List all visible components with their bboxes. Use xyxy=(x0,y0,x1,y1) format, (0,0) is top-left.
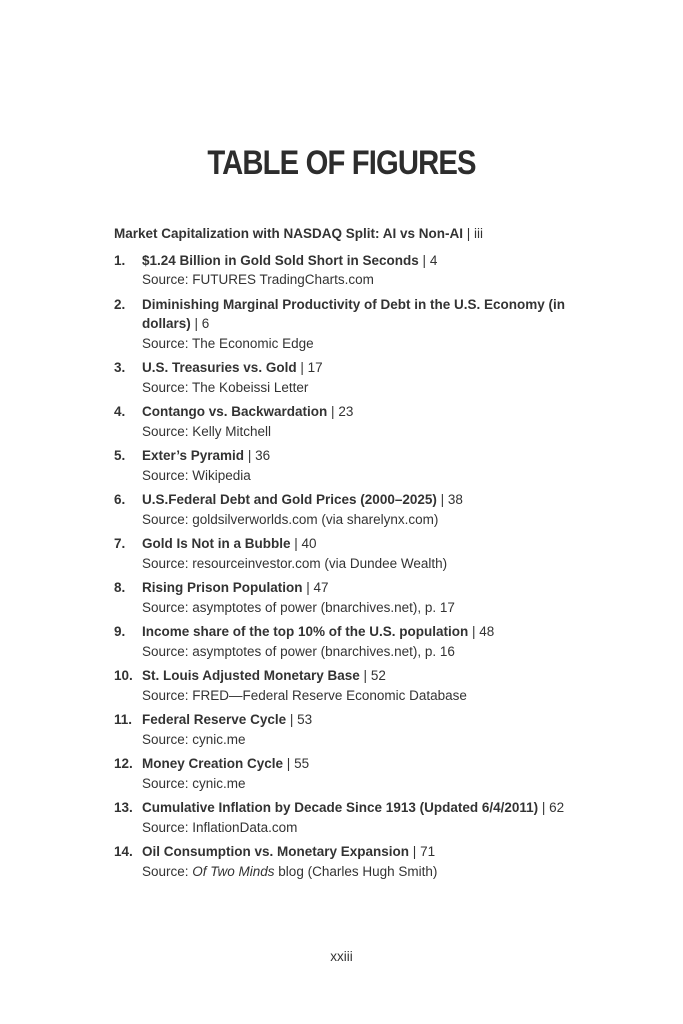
separator: | xyxy=(538,800,550,815)
figure-source xyxy=(142,334,584,354)
figure-entry xyxy=(114,358,584,397)
figure-entry xyxy=(114,710,584,749)
figure-title: St. Louis Adjusted Monetary Base xyxy=(142,668,360,683)
figure-source xyxy=(142,598,584,618)
page-title: TABLE OF FIGURES xyxy=(207,144,476,182)
preface-title: Market Capitalization with NASDAQ Split: AI vs Non-AI xyxy=(114,226,464,241)
figure-body xyxy=(142,490,584,529)
figure-body xyxy=(142,578,584,617)
separator: | xyxy=(296,360,308,375)
figure-number: 14. xyxy=(114,844,133,859)
figure-body xyxy=(142,358,584,397)
figure-title: $1.24 Billion in Gold Sold Short in Seconds xyxy=(142,252,419,268)
figure-body xyxy=(142,622,584,661)
source-prefix: Source: xyxy=(142,555,193,571)
figure-number: 8. xyxy=(114,580,126,595)
source-prefix: Source: xyxy=(142,423,193,439)
figure-entry xyxy=(114,295,584,354)
figure-source xyxy=(142,686,584,706)
figure-body xyxy=(142,446,584,485)
source-text: Wikipedia xyxy=(192,467,251,483)
source-prefix: Source: xyxy=(142,335,193,351)
figure-title: U.S.Federal Debt and Gold Prices (2000–2025) xyxy=(142,492,437,507)
figure-title: Oil Consumption vs. Monetary Expansion xyxy=(142,844,410,859)
figure-page: 55 xyxy=(294,756,310,771)
figure-number: 12. xyxy=(114,756,133,771)
figure-source xyxy=(142,774,584,794)
figure-source xyxy=(142,510,584,530)
source-text: The Kobeissi Letter xyxy=(192,379,309,395)
figure-source xyxy=(142,862,584,882)
separator: | xyxy=(463,226,475,241)
figure-title: Federal Reserve Cycle xyxy=(142,712,287,727)
source-text: The Economic Edge xyxy=(192,335,314,351)
figure-page: 36 xyxy=(255,448,271,463)
figure-entry xyxy=(114,402,584,441)
separator: | xyxy=(409,844,421,859)
separator: | xyxy=(327,404,339,419)
figure-entry xyxy=(114,666,584,705)
figure-source xyxy=(142,422,584,442)
figure-number: 9. xyxy=(114,624,126,639)
figure-title: U.S. Treasuries vs. Gold xyxy=(142,360,297,375)
figure-number: 3. xyxy=(114,360,126,375)
figure-title: Rising Prison Population xyxy=(142,580,303,595)
figure-title: Gold Is Not in a Bubble xyxy=(142,536,291,551)
source-prefix: Source: xyxy=(142,687,193,703)
figure-page: 53 xyxy=(297,712,313,727)
figure-entry xyxy=(114,446,584,485)
figure-source xyxy=(142,818,584,838)
source-text: FUTURES TradingCharts.com xyxy=(192,272,374,287)
figure-page: 4 xyxy=(429,252,438,268)
table-of-figures xyxy=(114,224,584,886)
figure-body xyxy=(142,251,584,290)
source-text: goldsilverworlds.com (via sharelynx.com) xyxy=(192,511,439,527)
figure-page: 47 xyxy=(313,580,329,595)
figure-page: 38 xyxy=(447,492,463,507)
separator: | xyxy=(359,668,371,683)
figure-title: Money Creation Cycle xyxy=(142,756,284,771)
figure-page: 52 xyxy=(370,668,386,683)
figure-number: 4. xyxy=(114,404,126,419)
source-prefix: Source: xyxy=(142,599,193,615)
figure-body xyxy=(142,295,584,354)
figure-title: Cumulative Inflation by Decade Since 1913 (Updated 6/4/2011) xyxy=(142,800,539,815)
figure-body xyxy=(142,798,584,837)
separator: | xyxy=(302,580,314,595)
figure-title: Contango vs. Backwardation xyxy=(142,404,328,419)
figure-page: 48 xyxy=(479,624,495,639)
source-text: InflationData.com xyxy=(192,819,298,835)
figure-page: 62 xyxy=(549,800,565,815)
preface-entry xyxy=(114,224,584,244)
source-text: Kelly Mitchell xyxy=(192,423,272,439)
figure-page: 17 xyxy=(307,360,323,375)
figure-source xyxy=(142,730,584,750)
figure-title: Exter’s Pyramid xyxy=(142,448,245,463)
source-italic-text: Of Two Minds xyxy=(192,863,275,879)
figure-number: 1. xyxy=(114,252,126,268)
figure-number: 11. xyxy=(114,712,133,727)
figure-entry xyxy=(114,578,584,617)
figure-title: Diminishing Marginal Productivity of Debt in the U.S. Economy (in dollars) xyxy=(142,296,566,331)
separator: | xyxy=(468,624,480,639)
source-prefix: Source: xyxy=(142,511,193,527)
separator: | xyxy=(290,536,302,551)
figure-entry xyxy=(114,754,584,793)
source-prefix: Source: xyxy=(142,272,193,287)
figure-body xyxy=(142,666,584,705)
figure-body xyxy=(142,402,584,441)
separator: | xyxy=(286,712,298,727)
figure-page: 71 xyxy=(420,844,436,859)
figure-number: 6. xyxy=(114,492,126,507)
figure-title: Income share of the top 10% of the U.S. population xyxy=(142,624,469,639)
separator: | xyxy=(244,448,256,463)
figure-body xyxy=(142,710,584,749)
source-text: asymptotes of power (bnarchives.net), p. 17 xyxy=(192,599,455,615)
figure-source xyxy=(142,378,584,398)
source-prefix: Source: xyxy=(142,819,193,835)
figure-entry xyxy=(114,251,584,290)
figure-page: 23 xyxy=(338,404,354,419)
source-prefix: Source: xyxy=(142,643,193,659)
figure-number: 5. xyxy=(114,448,126,463)
figure-entry xyxy=(114,622,584,661)
figure-body xyxy=(142,534,584,573)
figure-page: 6 xyxy=(201,316,210,331)
figure-source xyxy=(142,270,584,290)
figure-entry xyxy=(114,842,584,881)
figure-page: 40 xyxy=(301,536,317,551)
figure-number: 13. xyxy=(114,800,133,815)
source-text: resourceinvestor.com (via Dundee Wealth) xyxy=(192,555,448,571)
preface-page: iii xyxy=(474,226,484,241)
separator: | xyxy=(190,316,202,331)
figure-entry xyxy=(114,798,584,837)
separator: | xyxy=(283,756,295,771)
source-text: cynic.me xyxy=(192,775,246,791)
figure-body xyxy=(142,754,584,793)
figure-entry xyxy=(114,490,584,529)
separator: | xyxy=(418,252,430,268)
figure-source xyxy=(142,642,584,662)
figure-source xyxy=(142,554,584,574)
source-text: asymptotes of power (bnarchives.net), p. 16 xyxy=(192,643,455,659)
source-prefix: Source: xyxy=(142,379,193,395)
figure-number: 2. xyxy=(114,296,126,312)
figure-source xyxy=(142,466,584,486)
source-prefix: Source: xyxy=(142,863,193,879)
figure-body xyxy=(142,842,584,881)
source-suffix: blog (Charles Hugh Smith) xyxy=(274,863,438,879)
page-number: xxiii xyxy=(330,949,353,964)
separator: | xyxy=(436,492,448,507)
source-text: cynic.me xyxy=(192,731,246,747)
figure-list xyxy=(114,251,584,882)
source-prefix: Source: xyxy=(142,467,193,483)
figure-entry xyxy=(114,534,584,573)
source-prefix: Source: xyxy=(142,731,193,747)
source-prefix: Source: xyxy=(142,775,193,791)
source-text: FRED—Federal Reserve Economic Database xyxy=(192,687,467,703)
figure-number: 7. xyxy=(114,536,126,551)
figure-number: 10. xyxy=(114,668,133,683)
